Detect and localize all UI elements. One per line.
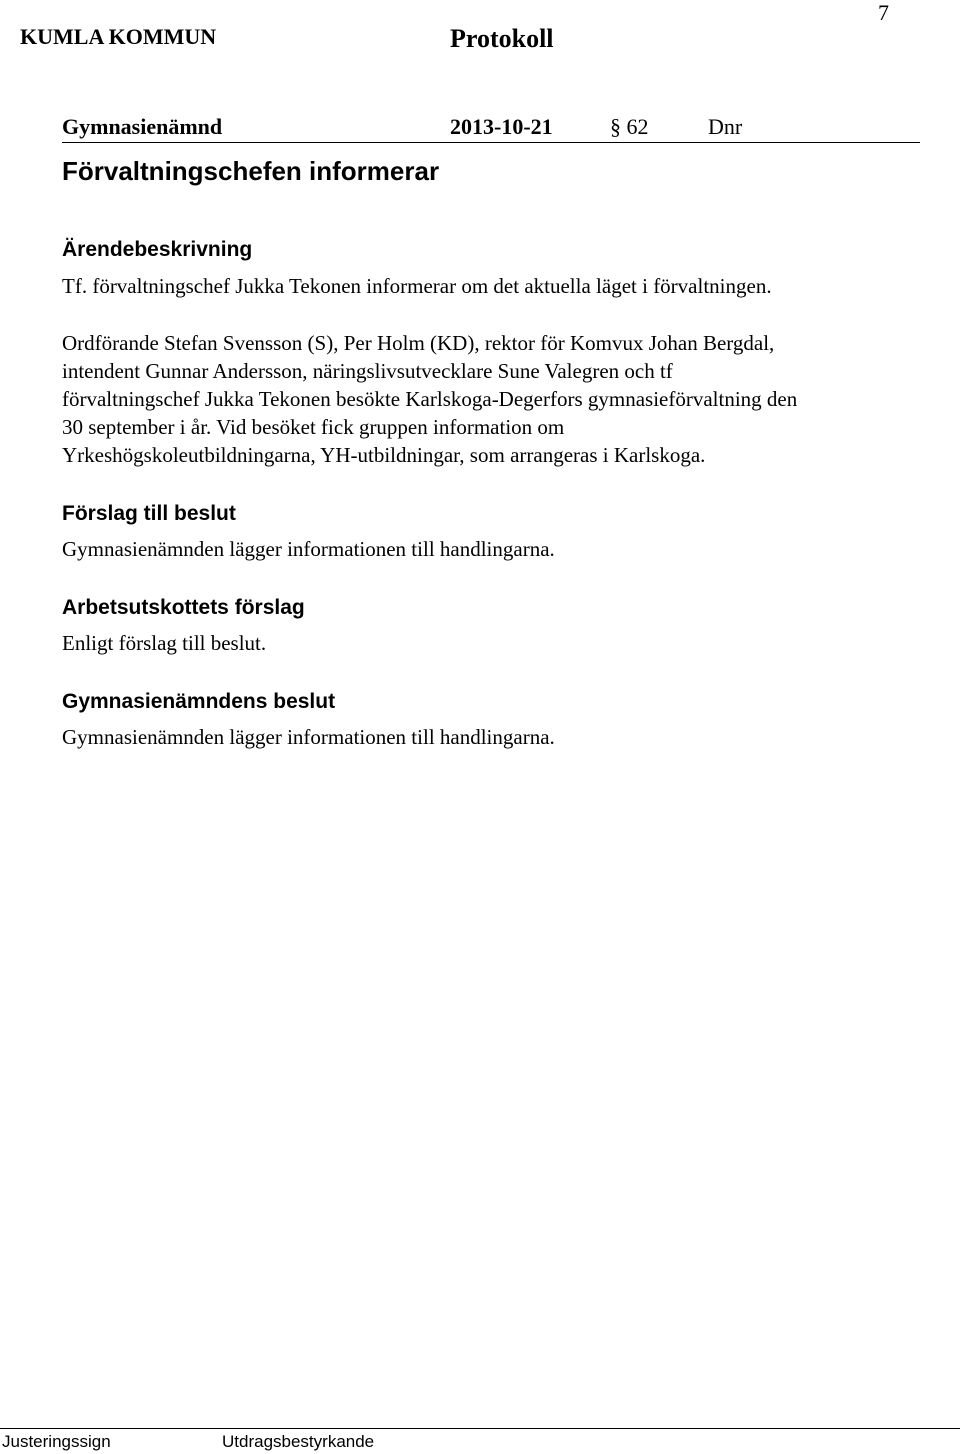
organization-name: KUMLA KOMMUN <box>20 24 217 49</box>
signature-label: Justeringssign <box>2 1432 111 1451</box>
decision-text: Gymnasienämnden lägger informationen till handlingarna. <box>62 725 555 749</box>
page-number: 7 <box>878 0 889 25</box>
dnr-label: Dnr <box>708 114 743 139</box>
section-heading-proposal: Förslag till beslut <box>62 502 236 525</box>
committee-text: Enligt förslag till beslut. <box>62 631 267 655</box>
description-line: intendent Gunnar Andersson, näringslivsutvecklare Sune Valegren och tf <box>62 359 673 383</box>
section-heading-description: Ärendebeskrivning <box>62 238 253 261</box>
proposal-text: Gymnasienämnden lägger informationen till handlingarna. <box>62 537 555 561</box>
paragraph-number-value: 62 <box>626 114 649 139</box>
description-line: förvaltningschef Jukka Tekonen besökte Karlskoga-Degerfors gymnasieförvaltning den <box>62 387 798 411</box>
section-heading-committee: Arbetsutskottets förslag <box>62 596 305 619</box>
page-title: Förvaltningschefen informerar <box>62 156 440 186</box>
meeting-date: 2013-10-21 <box>450 114 553 139</box>
description-line: Ordförande Stefan Svensson (S), Per Holm (KD), rektor för Komvux Johan Bergdal, <box>62 331 775 355</box>
description-line: 30 september i år. Vid besöket fick gruppen information om <box>62 415 565 439</box>
certification-label: Utdragsbestyrkande <box>222 1432 375 1451</box>
document-type: Protokoll <box>450 24 554 53</box>
paragraph-number <box>610 114 649 140</box>
footer-divider <box>0 1428 960 1429</box>
description-paragraph-1: Tf. förvaltningschef Jukka Tekonen informerar om det aktuella läget i förvaltningen. <box>62 274 772 298</box>
section-heading-decision: Gymnasienämndens beslut <box>62 690 336 713</box>
description-line: Yrkeshögskoleutbildningarna, YH-utbildningar, som arrangeras i Karlskoga. <box>62 443 706 467</box>
paragraph-symbol: § <box>610 114 621 139</box>
board-name: Gymnasienämnd <box>62 114 223 139</box>
meeting-meta-row <box>62 112 920 143</box>
